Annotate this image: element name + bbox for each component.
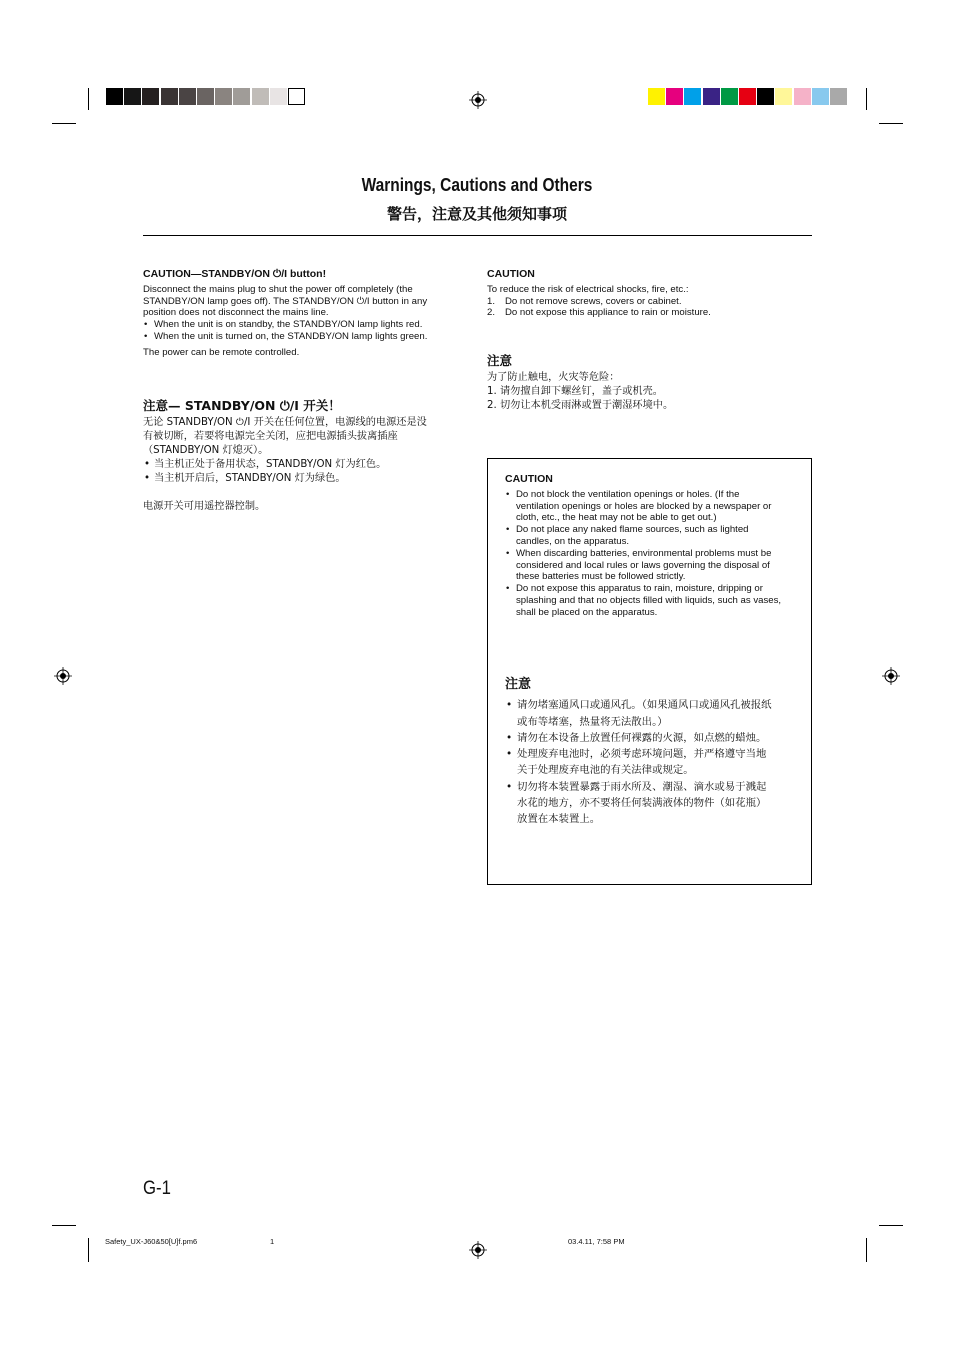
color-swatch — [106, 88, 123, 105]
crop-mark-tl-h — [52, 123, 76, 124]
item-text: Do not remove screws, covers or cabinet. — [505, 295, 682, 307]
standby-caution-paragraph-zh: 无论 STANDBY/ON ⏻/I 开关在任何位置，电源线的电源还是没有被切断，若要将电源完全关闭，应把电源插头拔离插座（STANDBY/ON 灯熄灭）。 — [143, 417, 427, 456]
color-swatch — [812, 88, 829, 105]
page-title-chinese: 警告，注意及其他须知事项 — [386, 205, 567, 223]
crop-mark-tl-v — [88, 88, 89, 110]
color-swatch — [124, 88, 141, 105]
shock-caution-heading-zh: 注意 — [487, 353, 513, 368]
color-swatch — [794, 88, 811, 105]
color-swatch — [252, 88, 269, 105]
standby-caution-en — [143, 269, 461, 359]
ventilation-caution-box — [487, 458, 812, 885]
shock-caution-intro: To reduce the risk of electrical shocks, fire, etc.: — [487, 283, 689, 295]
list-item: • 切勿将本装置暴露于雨水所及、潮湿、滴水或易于溅起水花的地方，亦不要将任何装满液体的物件（如花瓶）放置在本装置上。 — [505, 779, 773, 828]
footer-page: 1 — [270, 1237, 275, 1246]
crop-mark-bl-v — [88, 1238, 89, 1262]
color-swatch — [739, 88, 756, 105]
crop-mark-bl-h — [52, 1225, 76, 1226]
shock-caution-intro-zh: 为了防止触电，火灾等危险： — [487, 372, 620, 383]
ventilation-caution-list-zh — [505, 697, 773, 827]
list-item: • When discarding batteries, environmental problems must be considered and local rules or laws governing the disposal of these batteries must be followed strictly. — [505, 548, 785, 583]
shock-caution-list-zh — [487, 385, 812, 413]
list-item — [487, 399, 812, 413]
shock-caution-zh — [487, 354, 812, 413]
crop-mark-br-h — [879, 1225, 903, 1226]
color-swatch — [161, 88, 178, 105]
color-swatch — [197, 88, 214, 105]
standby-caution-heading-zh: 注意— STANDBY/ON ⏻/I 开关！ — [143, 398, 341, 413]
color-swatch — [233, 88, 250, 105]
remote-control-note-zh: 电源开关可用遥控器控制。 — [143, 501, 266, 512]
list-item — [487, 307, 812, 319]
crop-mark-tr-h — [879, 123, 903, 124]
item-number: 1. — [487, 295, 496, 307]
page-number: G-1 — [143, 1178, 171, 1199]
list-item — [487, 296, 812, 308]
list-item: • 处理废弃电池时，必须考虑环境问题，并严格遵守当地关于处理废弃电池的有关法律或规定。 — [505, 746, 773, 779]
remote-control-note: The power can be remote controlled. — [143, 346, 300, 358]
crop-mark-br-v — [866, 1238, 867, 1262]
item-number: 2. — [487, 307, 496, 319]
color-swatch — [757, 88, 774, 105]
color-swatch — [830, 88, 847, 105]
shock-caution-en — [487, 269, 812, 319]
item-text: 切勿让本机受雨淋或置于潮湿环境中。 — [500, 400, 674, 411]
list-item: • When the unit is on standby, the STANDBY/ON lamp lights red. — [143, 319, 461, 331]
standby-caution-list — [143, 319, 461, 343]
color-swatch — [288, 88, 305, 105]
ventilation-caution-heading: CAUTION — [505, 473, 553, 485]
color-swatch — [142, 88, 159, 105]
color-swatch — [648, 88, 665, 105]
footer-date: 03.4.11, 7:58 PM — [568, 1237, 625, 1246]
ventilation-caution-zh — [505, 677, 773, 828]
item-text: 请勿擅自卸下螺丝钉，盖子或机壳。 — [500, 386, 663, 397]
color-swatch — [775, 88, 792, 105]
item-number: 1. — [487, 386, 497, 397]
ventilation-caution-heading-zh: 注意 — [505, 677, 532, 692]
list-item: • 请勿堵塞通风口或通风孔。（如果通风口或通风孔被报纸或布等堵塞，热量将无法散出。） — [505, 697, 773, 730]
shock-caution-list — [487, 296, 812, 320]
item-text: Do not expose this appliance to rain or moisture. — [505, 307, 711, 319]
standby-caution-zh — [143, 399, 433, 514]
color-swatch — [684, 88, 701, 105]
ventilation-caution-en — [505, 474, 785, 619]
registration-mark-left-icon — [54, 667, 72, 685]
standby-caution-paragraph: Disconnect the mains plug to shut the power off completely (the STANDBY/ON lamp goes off). The STANDBY/ON ⏻/I button in any position does not disconnect the mains line. — [143, 283, 428, 319]
list-item: • Do not block the ventilation openings or holes. (If the ventilation openings or holes are blocked by a newspaper or cloth, etc., the heat may not be able to get out.) — [505, 489, 785, 524]
list-item — [487, 385, 812, 399]
list-item: • 请勿在本设备上放置任何裸露的火源，如点燃的蜡烛。 — [505, 730, 773, 746]
color-swatch — [270, 88, 287, 105]
registration-mark-top-icon — [469, 91, 487, 109]
list-item: • 当主机正处于备用状态，STANDBY/ON 灯为红色。 — [143, 458, 433, 472]
registration-mark-right-icon — [882, 667, 900, 685]
shock-caution-heading: CAUTION — [487, 268, 535, 280]
crop-mark-tr-v — [866, 88, 867, 110]
item-number: 2. — [487, 400, 497, 411]
list-item: • 当主机开启后，STANDBY/ON 灯为绿色。 — [143, 472, 433, 486]
list-item: • Do not place any naked flame sources, such as lighted candles, on the apparatus. — [505, 524, 785, 548]
title-divider — [143, 235, 812, 236]
standby-caution-heading: CAUTION—STANDBY/ON ⏻/I button! — [143, 268, 327, 280]
list-item: • Do not expose this apparatus to rain, moisture, dripping or splashing and that no objects filled with liquids, such as vases, shall be placed on the apparatus. — [505, 583, 785, 618]
ventilation-caution-list — [505, 489, 785, 619]
page-title: Warnings, Cautions and Others — [361, 175, 593, 195]
standby-caution-list-zh — [143, 458, 433, 486]
footer-filename: Safety_UX-J60&50[U]f.pm6 — [105, 1237, 198, 1246]
color-swatch — [666, 88, 683, 105]
list-item: • When the unit is turned on, the STANDBY/ON lamp lights green. — [143, 331, 461, 343]
color-swatch — [215, 88, 232, 105]
registration-mark-bottom-icon — [469, 1241, 487, 1259]
color-swatch — [703, 88, 720, 105]
color-swatch — [179, 88, 196, 105]
color-swatch — [721, 88, 738, 105]
